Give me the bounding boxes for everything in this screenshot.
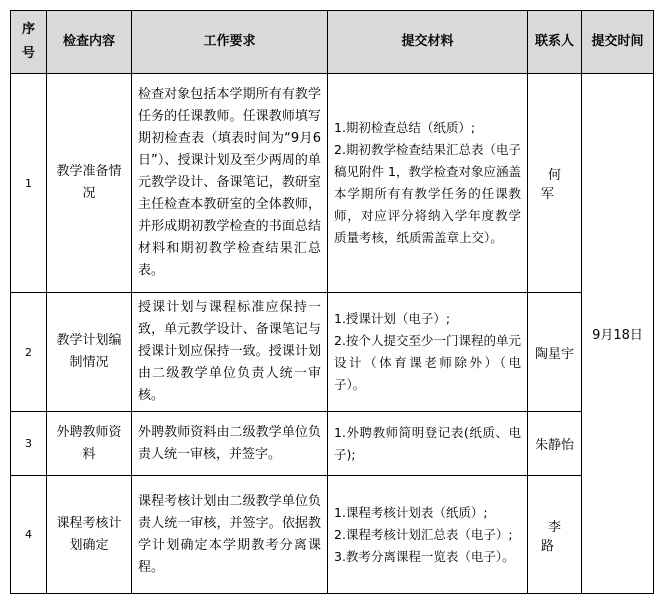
material-line: 1.授课计划（电子）; xyxy=(334,311,451,326)
row-item: 教学准备情况 xyxy=(47,74,132,293)
row-number: 2 xyxy=(11,293,47,412)
header-requirement: 工作要求 xyxy=(132,11,328,74)
row-materials xyxy=(328,476,528,594)
row-requirement: 课程考核计划由二级教学单位负责人统一审核，并签字。依据教学计划确定本学期教考分离课程。 xyxy=(132,476,328,594)
row-item: 教学计划编制情况 xyxy=(47,293,132,412)
row-requirement: 外聘教师资料由二级教学单位负责人统一审核，并签字。 xyxy=(132,412,328,476)
contact-name: 李路 xyxy=(540,519,575,554)
row-item: 课程考核计划确定 xyxy=(47,476,132,594)
header-no: 序号 xyxy=(11,11,47,74)
table-row xyxy=(11,293,654,412)
inspection-table xyxy=(10,10,654,594)
material-line: 1.外聘教师简明登记表(纸质、电子); xyxy=(334,424,521,462)
row-number: 3 xyxy=(11,412,47,476)
material-line: 3.教考分离课程一览表（电子）。 xyxy=(334,548,515,564)
submit-time: 9月18日 xyxy=(582,74,654,594)
inspection-table-wrapper xyxy=(10,10,654,594)
material-line: 1.期初检查总结（纸质）; xyxy=(334,120,476,135)
row-materials xyxy=(328,74,528,293)
header-time: 提交时间 xyxy=(582,11,654,74)
row-number: 4 xyxy=(11,476,47,594)
material-line: 2.课程考核计划汇总表（电子）; xyxy=(334,526,513,542)
row-item: 外聘教师资料 xyxy=(47,412,132,476)
contact-name: 何军 xyxy=(540,168,575,202)
header-materials: 提交材料 xyxy=(328,11,528,74)
table-row xyxy=(11,476,654,594)
row-number: 1 xyxy=(11,74,47,293)
row-contact xyxy=(528,74,582,293)
header-item: 检查内容 xyxy=(47,11,132,74)
row-contact: 朱静怡 xyxy=(528,412,582,476)
row-materials xyxy=(328,412,528,476)
header-row xyxy=(11,11,654,74)
table-row xyxy=(11,412,654,476)
row-requirement: 检查对象包括本学期所有有教学任务的任课教师。任课教师填写期初检查表（填表时间为“9月6日”）、授课计划及至少两周的单元教学设计、备课笔记，教研室主任检查本教研室的全体教师，并形成期初教学检查的书面总结材料和期初教学检查结果汇总表。 xyxy=(132,74,328,293)
row-contact: 陶星宇 xyxy=(528,293,582,412)
material-line: 1.课程考核计划表（纸质）; xyxy=(334,504,488,520)
material-line: 2.按个人提交至少一门课程的单元设计（体育课老师除外）（电子）。 xyxy=(334,333,521,392)
table-row xyxy=(11,74,654,293)
header-contact: 联系人 xyxy=(528,11,582,74)
row-requirement: 授课计划与课程标准应保持一致，单元教学设计、备课笔记与授课计划应保持一致。授课计划由二级教学单位负责人统一审核。 xyxy=(132,293,328,412)
row-materials xyxy=(328,293,528,412)
row-contact xyxy=(528,476,582,594)
material-line: 2.期初教学检查结果汇总表（电子稿见附件 1，教学检查对象应涵盖本学期所有有教学任务的任课教师，对应评分将纳入学年度教学质量考核，纸质需盖章上交）。 xyxy=(334,142,521,245)
